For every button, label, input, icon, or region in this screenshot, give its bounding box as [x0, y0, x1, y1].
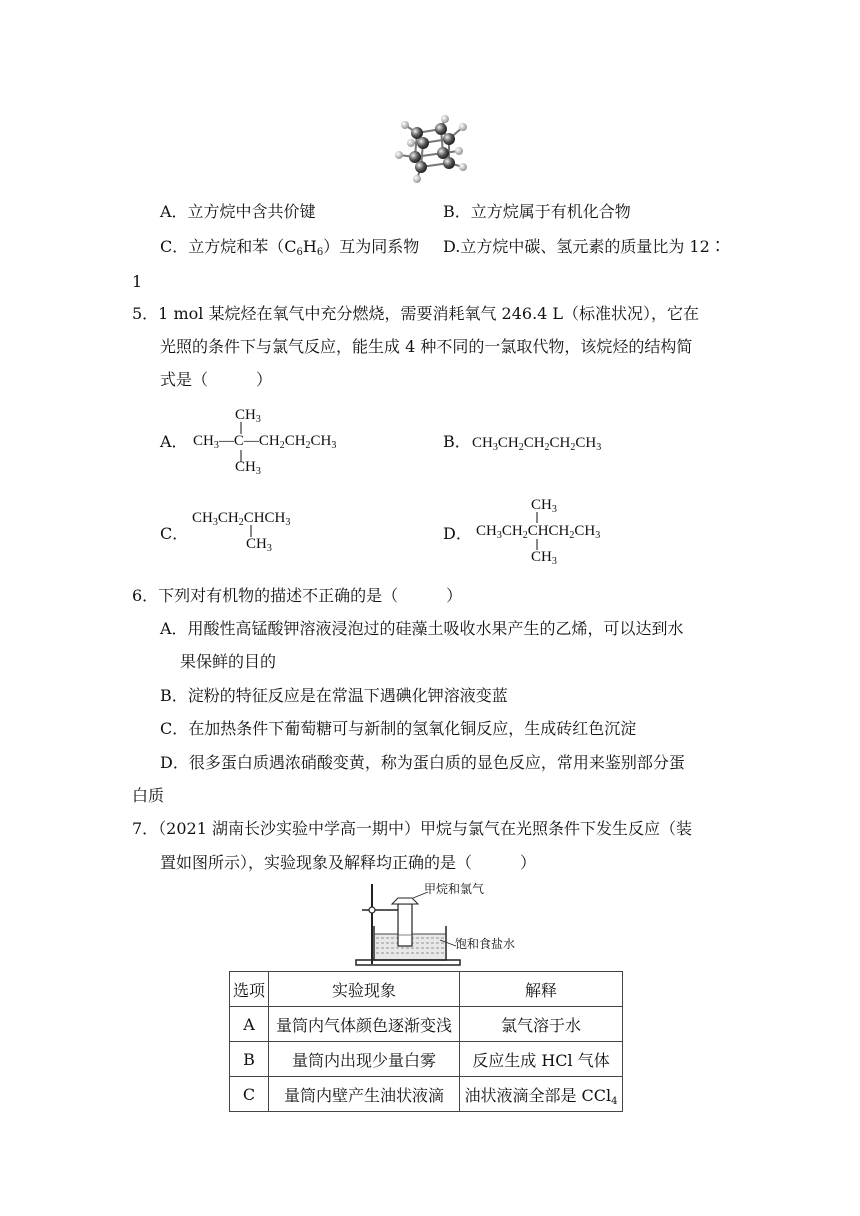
formula-a-bonds	[238, 418, 248, 478]
q5-stem-line2: 光照的条件下与氯气反应，能生成 4 种不同的一氯取代物，该烷烃的结构简	[160, 337, 693, 356]
label-saturated-brine: 饱和食盐水	[455, 937, 516, 951]
formula-d-bonds	[534, 510, 540, 564]
q4-option-a: A．立方烷中含共价键	[160, 202, 316, 221]
q4-option-d: D.立方烷中碳、氢元素的质量比为 12∶	[443, 237, 726, 256]
q4-option-b: B．立方烷属于有机化合物	[443, 202, 631, 221]
q5-label-a: A．	[160, 432, 188, 451]
q6-option-c: C．在加热条件下葡萄糖可与新制的氢氧化铜反应，生成砖红色沉淀	[160, 719, 637, 738]
q6-option-b: B．淀粉的特征反应是在常温下遇碘化钾溶液变蓝	[160, 686, 508, 705]
q5-label-b: B．	[443, 432, 471, 451]
table-row	[230, 1042, 623, 1077]
q7-stem-line1: 7．（2021 湖南长沙实验中学高一期中）甲烷与氯气在光照条件下发生反应（装	[132, 819, 692, 838]
formula-d-main-chain: $CH_3CH_2CHCH_2CH_3$	[476, 523, 601, 541]
q5-label-c: C．	[160, 524, 189, 543]
formula-b: $CH_3CH_2CH_2CH_2CH_3$	[472, 435, 602, 453]
table-header-cell: 选项	[230, 972, 269, 1007]
formula-c-main-chain: $CH_3CH_2CHCH_3$	[192, 510, 291, 528]
q6-option-d-line2: 白质	[132, 786, 165, 805]
q5-stem-line1: 5．1 mol 某烷烃在氧气中充分燃烧，需要消耗氧气 246.4 L（标准状况），它在	[132, 304, 700, 323]
table-row	[230, 1077, 623, 1112]
table-cell: 氯气溶于水	[460, 1007, 623, 1042]
q5-stem-line3: 式是（ ）	[160, 370, 273, 389]
formula-a-bottom-methyl: $CH_3$	[235, 459, 261, 477]
label-methane-chlorine: 甲烷和氯气	[424, 882, 485, 896]
q4-option-c: C．立方烷和苯$(C_6H_6)$互为同系物	[160, 237, 420, 258]
q5-label-d: D．	[443, 524, 472, 543]
table-header-cell: 解释	[460, 972, 623, 1007]
formula-d-bottom-methyl: $CH_3$	[531, 549, 557, 567]
table-cell: A	[230, 1007, 269, 1042]
table-header-cell: 实验现象	[269, 972, 460, 1007]
formula-c-bond	[248, 524, 254, 538]
table-header-row	[230, 972, 623, 1007]
table-cell: 反应生成 HCl 气体	[460, 1042, 623, 1077]
formula-a-top-methyl: $CH_3$	[235, 407, 261, 425]
formula-d-top-methyl: $CH_3$	[531, 497, 557, 515]
table-cell: 量筒内气体颜色逐渐变浅	[269, 1007, 460, 1042]
q7-stem-line2: 置如图所示），实验现象及解释均正确的是（ ）	[160, 853, 537, 872]
table-cell: 油状液滴全部是 CCl$_4$	[460, 1077, 623, 1112]
q6-option-a-line2: 果保鲜的目的	[180, 652, 277, 671]
formula-c-methyl: $CH_3$	[246, 536, 272, 554]
q7-options-table	[229, 971, 623, 1112]
table-cell: 量筒内出现少量白雾	[269, 1042, 460, 1077]
q4-option-d-continued: 1	[132, 272, 143, 291]
q6-option-a-line1: A．用酸性高锰酸钾溶液浸泡过的硅藻土吸收水果产生的乙烯，可以达到水	[160, 619, 684, 638]
formula-a-main-chain: $CH_3—C—CH_2CH_2CH_3$	[193, 433, 337, 451]
table-cell: 量筒内壁产生油状液滴	[269, 1077, 460, 1112]
table-cell: C	[230, 1077, 269, 1112]
q6-stem: 6．下列对有机物的描述不正确的是（ ）	[132, 586, 463, 605]
cubane-molecule-figure	[387, 115, 477, 185]
q6-option-d-line1: D．很多蛋白质遇浓硝酸变黄，称为蛋白质的显色反应，常用来鉴别部分蛋	[160, 753, 685, 772]
table-row	[230, 1007, 623, 1042]
table-cell: B	[230, 1042, 269, 1077]
